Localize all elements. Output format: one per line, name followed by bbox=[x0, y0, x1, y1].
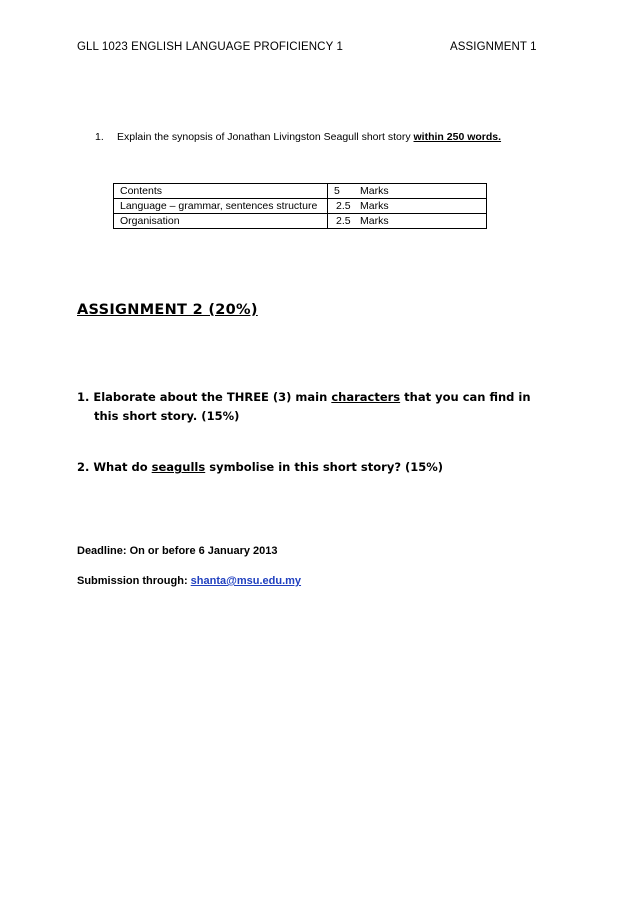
question-text: 1. Elaborate about the THREE (3) main bbox=[77, 390, 328, 404]
rubric-unit: Marks bbox=[360, 200, 389, 212]
question-number: 1. bbox=[95, 131, 104, 143]
assignment2-question-2 bbox=[77, 458, 443, 477]
email-link[interactable]: shanta@msu.edu.my bbox=[190, 575, 302, 587]
question-text: that you can find in bbox=[404, 390, 531, 404]
rubric-criteria: Language – grammar, sentences structure bbox=[114, 199, 328, 214]
question-emphasis: within 250 words. bbox=[413, 131, 502, 143]
header-course: GLL 1023 ENGLISH LANGUAGE PROFICIENCY 1 bbox=[77, 41, 343, 53]
table-row bbox=[114, 199, 487, 214]
assignment1-question bbox=[95, 131, 501, 143]
submission bbox=[77, 575, 301, 587]
table-row bbox=[114, 184, 487, 199]
assignment2-heading: ASSIGNMENT 2 (20%) bbox=[77, 302, 258, 318]
rubric-score: 2.5 bbox=[336, 215, 351, 227]
rubric-unit: Marks bbox=[360, 215, 389, 227]
rubric-score-cell bbox=[328, 214, 487, 229]
question-line bbox=[77, 388, 531, 407]
deadline: Deadline: On or before 6 January 2013 bbox=[77, 545, 278, 557]
header-assignment: ASSIGNMENT 1 bbox=[450, 41, 537, 53]
question-text: 2. What do bbox=[77, 460, 148, 474]
assignment2-question-1 bbox=[77, 388, 531, 426]
rubric-criteria: Organisation bbox=[114, 214, 328, 229]
question-text: Explain the synopsis of Jonathan Livingston Seagull short story bbox=[117, 131, 411, 143]
question-keyword: characters bbox=[331, 390, 401, 404]
rubric-score-cell bbox=[328, 184, 487, 199]
table-row bbox=[114, 214, 487, 229]
question-text: symbolise in this short story? (15%) bbox=[209, 460, 444, 474]
rubric-score: 2.5 bbox=[336, 200, 351, 212]
rubric-criteria: Contents bbox=[114, 184, 328, 199]
question-keyword: seagulls bbox=[151, 460, 206, 474]
rubric-score: 5 bbox=[334, 185, 340, 197]
submission-label: Submission through: bbox=[77, 575, 188, 587]
rubric-score-cell bbox=[328, 199, 487, 214]
question-line: this short story. (15%) bbox=[94, 409, 240, 423]
rubric-unit: Marks bbox=[360, 185, 389, 197]
rubric-table bbox=[113, 183, 487, 229]
